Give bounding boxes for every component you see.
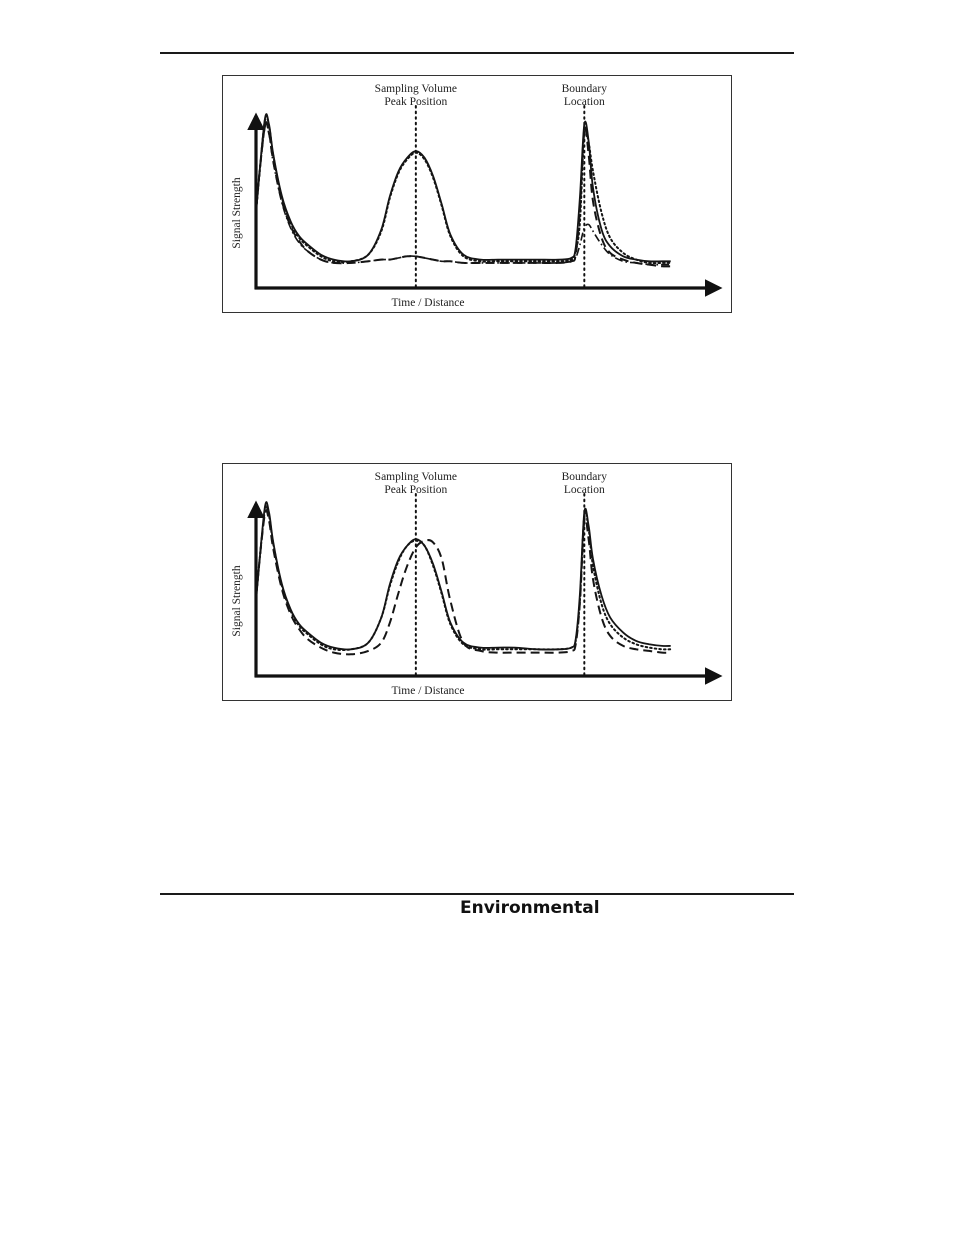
annotation-label-2-line-1: Boundary (561, 471, 607, 483)
series-dashed-shifted (256, 510, 671, 654)
footer-text: Environmental (460, 898, 600, 918)
figure-1 (222, 75, 732, 313)
top-rule (160, 52, 794, 54)
chart-2-svg (223, 464, 731, 700)
annotation-label-2-line-2: Location (563, 96, 605, 108)
annotation-label-1-line-2: Peak Position (384, 484, 448, 496)
series-dotted (256, 506, 671, 650)
annotation-label-1-line-1: Sampling Volume (374, 471, 458, 483)
series-solid (256, 114, 671, 261)
annotation-label-1-line-1: Sampling Volume (374, 83, 458, 95)
x-axis-label: Time / Distance (391, 297, 465, 309)
y-axis-label: Signal Strength (231, 177, 243, 249)
annotation-label-1-line-2: Peak Position (384, 96, 448, 108)
x-axis-label: Time / Distance (391, 685, 465, 697)
series-dotted (256, 116, 671, 263)
bottom-rule (160, 893, 794, 895)
chart-1-svg (223, 76, 731, 312)
series-solid (256, 502, 671, 649)
figure-2 (222, 463, 732, 701)
annotation-label-2-line-2: Location (563, 484, 605, 496)
annotation-label-2-line-1: Boundary (561, 83, 607, 95)
y-axis-label: Signal Strength (231, 565, 243, 637)
